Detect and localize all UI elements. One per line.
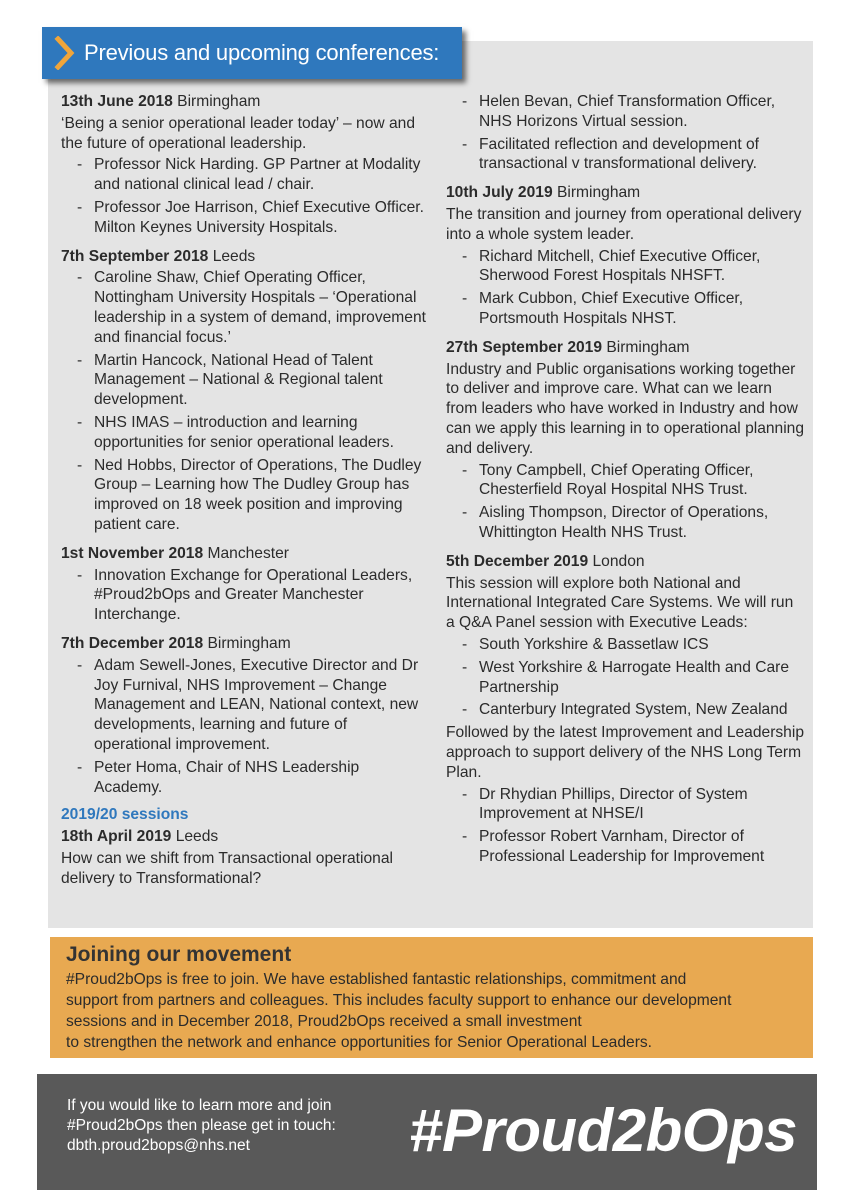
event-heading	[61, 634, 426, 654]
speaker-list	[61, 155, 426, 237]
event-description: The transition and journey from operational delivery into a whole system leader.	[446, 205, 802, 243]
speaker-item: - Caroline Shaw, Chief Operating Officer, Nottingham University Hospitals – ‘Operational leadership in a system of demand, improvement and financial focus.’	[61, 268, 426, 347]
event-followup: Followed by the latest Improvement and Leadership approach to support delivery of the NHS Long Term Plan.	[446, 724, 804, 781]
event-description: Industry and Public organisations working together to deliver and improve care. What can we learn from leaders who have worked in Industry and how can we apply this learning in to operational planning and delivery.	[446, 360, 805, 457]
speaker-item: - Aisling Thompson, Director of Operations, Whittington Health NHS Trust.	[446, 503, 806, 543]
speaker-item: - Richard Mitchell, Chief Executive Officer, Sherwood Forest Hospitals NHSFT.	[446, 247, 806, 287]
event-date: 13th June 2018	[61, 93, 173, 110]
event-block	[446, 338, 806, 543]
event-heading	[61, 247, 426, 267]
event-block	[61, 827, 426, 888]
event-location: Leeds	[212, 247, 256, 265]
speaker-item: - Facilitated reflection and development of transactional v transformational delivery.	[446, 135, 806, 175]
speaker-item: - Martin Hancock, National Head of Talent Management – National & Regional talent development.	[61, 351, 426, 410]
event-heading	[446, 183, 806, 203]
speaker-item: - Dr Rhydian Phillips, Director of System Improvement at NHSE/I	[446, 785, 806, 825]
event-date: 10th July 2019	[446, 184, 553, 202]
event-location: Birmingham	[606, 338, 690, 356]
join-section	[50, 937, 813, 1058]
event-date: 27th September 2019	[446, 338, 603, 356]
join-line: sessions and in December 2018, Proud2bOps received a small investment	[66, 1013, 582, 1030]
event-heading	[61, 544, 426, 564]
event-location: Manchester	[207, 544, 289, 562]
contact-line: #Proud2bOps then please get in touch:	[67, 1117, 336, 1134]
event-location: London	[592, 552, 645, 570]
event-heading	[61, 92, 426, 112]
join-line: support from partners and colleagues. This includes faculty support to enhance our development	[66, 992, 732, 1009]
event-block	[446, 183, 806, 329]
speaker-list	[61, 268, 426, 534]
event-date: 7th September 2018	[61, 247, 209, 265]
speaker-item: - Professor Robert Varnham, Director of Professional Leadership for Improvement	[446, 827, 806, 867]
event-block	[61, 92, 426, 238]
sessions-heading: 2019/20 sessions	[61, 806, 189, 824]
speaker-item: - Adam Sewell-Jones, Executive Director and Dr Joy Furnival, NHS Improvement – Change Management and LEAN, National context, new developments, learning and future of operational improvement.	[61, 656, 426, 755]
speaker-item: - Mark Cubbon, Chief Executive Officer, Portsmouth Hospitals NHST.	[446, 289, 806, 329]
event-block	[61, 634, 426, 797]
speaker-item: - NHS IMAS – introduction and learning opportunities for senior operational leaders.	[61, 413, 426, 453]
speaker-item: - Helen Bevan, Chief Transformation Officer, NHS Horizons Virtual session.	[446, 92, 806, 132]
continued-list	[446, 92, 806, 174]
event-description: ‘Being a senior operational leader today’ – now and the future of operational leadership.	[61, 114, 415, 152]
join-line: to strengthen the network and enhance opportunities for Senior Operational Leaders.	[66, 1034, 653, 1051]
event-location: Birmingham	[207, 634, 291, 652]
event-block	[61, 247, 426, 535]
contact-text	[67, 1096, 387, 1156]
speaker-item: - Professor Nick Harding. GP Partner at Modality and national clinical lead / chair.	[61, 155, 426, 195]
speaker-list	[61, 656, 426, 798]
footer	[37, 1074, 817, 1190]
contact-line: If you would like to learn more and join	[67, 1097, 332, 1114]
event-block	[61, 544, 426, 625]
speaker-list	[61, 566, 426, 625]
event-location: Leeds	[175, 828, 219, 846]
event-date: 18th April 2019	[61, 828, 172, 846]
speaker-list	[446, 247, 806, 329]
event-heading	[446, 338, 806, 358]
right-column	[446, 92, 806, 876]
speaker-list	[446, 635, 806, 720]
left-column	[61, 92, 426, 897]
section-title: Previous and upcoming conferences:	[84, 40, 440, 65]
speaker-list	[446, 461, 806, 543]
speaker-item: - West Yorkshire & Harrogate Health and Care Partnership	[446, 658, 806, 698]
speaker-item: - Canterbury Integrated System, New Zealand	[446, 700, 806, 720]
event-description: How can we shift from Transactional operational delivery to Transformational?	[61, 849, 393, 887]
join-body	[66, 969, 797, 1053]
chevron-right-icon	[54, 36, 76, 70]
event-location: Birmingham	[556, 184, 641, 202]
join-line: #Proud2bOps is free to join. We have established fantastic relationships, commitment and	[66, 971, 687, 988]
event-location: Birmingham	[177, 93, 261, 110]
speaker-list	[446, 785, 806, 867]
contact-email[interactable]: dbth.proud2bops@nhs.net	[67, 1137, 250, 1154]
speaker-item: - Ned Hobbs, Director of Operations, The Dudley Group – Learning how The Dudley Group has improved on 18 week position and improving patient care.	[61, 456, 426, 535]
event-block	[446, 552, 806, 867]
event-date: 5th December 2019	[446, 552, 589, 570]
join-title: Joining our movement	[66, 943, 292, 966]
speaker-item: - Innovation Exchange for Operational Leaders, #Proud2bOps and Greater Manchester Interchange.	[61, 566, 426, 625]
speaker-item: - Tony Campbell, Chief Operating Officer, Chesterfield Royal Hospital NHS Trust.	[446, 461, 806, 501]
section-banner	[42, 27, 462, 79]
event-description: This session will explore both National and International Integrated Care Systems. We will run a Q&A Panel session with Executive Leads:	[446, 574, 794, 632]
hashtag-logo: #Proud2bOps	[409, 1097, 797, 1164]
event-date: 1st November 2018	[61, 544, 204, 562]
speaker-item: - Professor Joe Harrison, Chief Executive Officer. Milton Keynes University Hospitals.	[61, 198, 426, 238]
event-date: 7th December 2018	[61, 634, 204, 652]
speaker-item: - South Yorkshire & Bassetlaw ICS	[446, 635, 806, 655]
speaker-item: - Peter Homa, Chair of NHS Leadership Academy.	[61, 758, 426, 798]
event-heading	[446, 552, 806, 572]
event-heading	[61, 827, 426, 847]
